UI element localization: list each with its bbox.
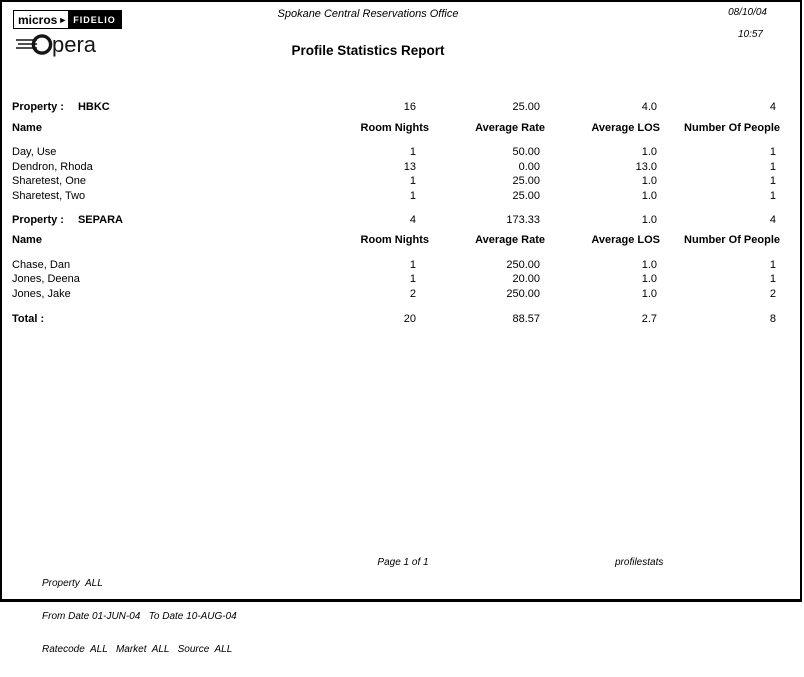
cell-people: 4 bbox=[769, 101, 776, 113]
total-row bbox=[12, 312, 780, 327]
arrow-right-icon: ► bbox=[57, 11, 68, 28]
cell-room-nights: 4 bbox=[409, 213, 416, 226]
column-header-people: Number Of People bbox=[684, 121, 780, 134]
cell-room-nights: 1 bbox=[409, 258, 416, 271]
property-code: SEPARA bbox=[77, 213, 123, 226]
footer-param-dates: From Date 01-JUN-04 To Date 10-AUG-04 bbox=[42, 611, 237, 622]
cell-people: 1 bbox=[769, 273, 776, 286]
run-date: 08/10/04 bbox=[728, 7, 767, 18]
cell-average-rate: 50.00 bbox=[512, 146, 540, 159]
cell-name: Jones, Jake bbox=[12, 287, 71, 300]
cell-average-los: 1.0 bbox=[641, 189, 657, 202]
column-header-room-nights: Room Nights bbox=[360, 234, 429, 247]
cell-average-los: 2.7 bbox=[641, 312, 657, 325]
column-header-room-nights: Room Nights bbox=[360, 121, 429, 134]
cell-average-los: 13.0 bbox=[635, 160, 657, 173]
cell-room-nights: 1 bbox=[409, 273, 416, 286]
column-header-people: Number Of People bbox=[684, 234, 780, 247]
column-header-average-los: Average LOS bbox=[591, 234, 660, 247]
column-header-row bbox=[12, 121, 780, 136]
cell-people: 8 bbox=[769, 312, 776, 325]
footer-parameters bbox=[42, 556, 237, 677]
column-header-name: Name bbox=[12, 121, 42, 134]
cell-room-nights: 1 bbox=[409, 189, 416, 202]
cell-average-los: 1.0 bbox=[641, 273, 657, 286]
cell-average-los: 1.0 bbox=[641, 258, 657, 271]
report-table bbox=[12, 100, 780, 326]
cell-average-rate: 250.00 bbox=[506, 258, 540, 271]
table-row bbox=[12, 160, 780, 175]
table-row bbox=[12, 174, 780, 189]
property-name bbox=[12, 100, 352, 115]
cell-name: Chase, Dan bbox=[12, 258, 71, 271]
cell-average-los: 1.0 bbox=[641, 175, 657, 188]
cell-average-los: 4.0 bbox=[641, 101, 657, 113]
cell-room-nights: 1 bbox=[409, 175, 416, 188]
cell-people: 4 bbox=[769, 213, 776, 226]
table-row bbox=[12, 145, 780, 160]
column-header-average-rate: Average Rate bbox=[475, 234, 545, 247]
opera-logo-text: pera bbox=[52, 32, 97, 57]
column-header-row bbox=[12, 233, 780, 248]
cell-people: 2 bbox=[769, 287, 776, 300]
footer-param-property: Property ALL bbox=[42, 578, 103, 589]
cell-room-nights: 20 bbox=[403, 312, 416, 325]
cell-average-rate: 25.00 bbox=[512, 175, 540, 188]
cell-name: Sharetest, One bbox=[12, 175, 86, 188]
cell-room-nights: 1 bbox=[409, 146, 416, 159]
cell-average-rate: 25.00 bbox=[512, 101, 540, 113]
micros-logo-text: micros bbox=[14, 11, 57, 28]
property-name bbox=[12, 213, 352, 228]
cell-average-los: 1.0 bbox=[641, 213, 657, 226]
cell-average-rate: 20.00 bbox=[512, 273, 540, 286]
cell-average-rate: 173.33 bbox=[506, 213, 540, 226]
property-summary-row bbox=[12, 213, 780, 228]
table-row bbox=[12, 272, 780, 287]
cell-room-nights: 16 bbox=[403, 101, 416, 113]
cell-average-los: 1.0 bbox=[641, 287, 657, 300]
cell-people: 1 bbox=[769, 146, 776, 159]
page-title: Profile Statistics Report bbox=[291, 43, 445, 58]
cell-average-los: 1.0 bbox=[641, 146, 657, 159]
cell-average-rate: 0.00 bbox=[518, 160, 540, 173]
cell-people: 1 bbox=[769, 189, 776, 202]
cell-people: 1 bbox=[769, 160, 776, 173]
report-id: profilestats bbox=[615, 557, 664, 568]
table-row bbox=[12, 287, 780, 302]
cell-people: 1 bbox=[769, 258, 776, 271]
page-number: Page 1 of 1 bbox=[377, 557, 429, 568]
cell-average-rate: 250.00 bbox=[506, 287, 540, 300]
cell-room-nights: 2 bbox=[409, 287, 416, 300]
office-name: Spokane Central Reservations Office bbox=[277, 8, 459, 20]
cell-name: Sharetest, Two bbox=[12, 189, 86, 202]
table-row bbox=[12, 258, 780, 273]
cell-name: Jones, Deena bbox=[12, 273, 80, 286]
column-header-average-los: Average LOS bbox=[591, 121, 660, 134]
cell-average-rate: 25.00 bbox=[512, 189, 540, 202]
property-code: HBKC bbox=[77, 101, 110, 113]
cell-room-nights: 13 bbox=[403, 160, 416, 173]
total-label: Total : bbox=[12, 312, 45, 325]
cell-name: Day, Use bbox=[12, 146, 57, 159]
cell-average-rate: 88.57 bbox=[512, 312, 540, 325]
column-header-name: Name bbox=[12, 234, 42, 247]
table-row bbox=[12, 189, 780, 204]
run-time: 10:57 bbox=[737, 29, 763, 40]
property-summary-row bbox=[12, 100, 780, 115]
column-header-average-rate: Average Rate bbox=[475, 121, 545, 134]
property-label: Property : bbox=[12, 213, 64, 226]
cell-people: 1 bbox=[769, 175, 776, 188]
cell-name: Dendron, Rhoda bbox=[12, 160, 93, 173]
property-label: Property : bbox=[12, 101, 64, 113]
footer-param-codes: Ratecode ALL Market ALL Source ALL bbox=[42, 644, 233, 655]
fidelio-logo-text: FIDELIO bbox=[68, 11, 121, 28]
